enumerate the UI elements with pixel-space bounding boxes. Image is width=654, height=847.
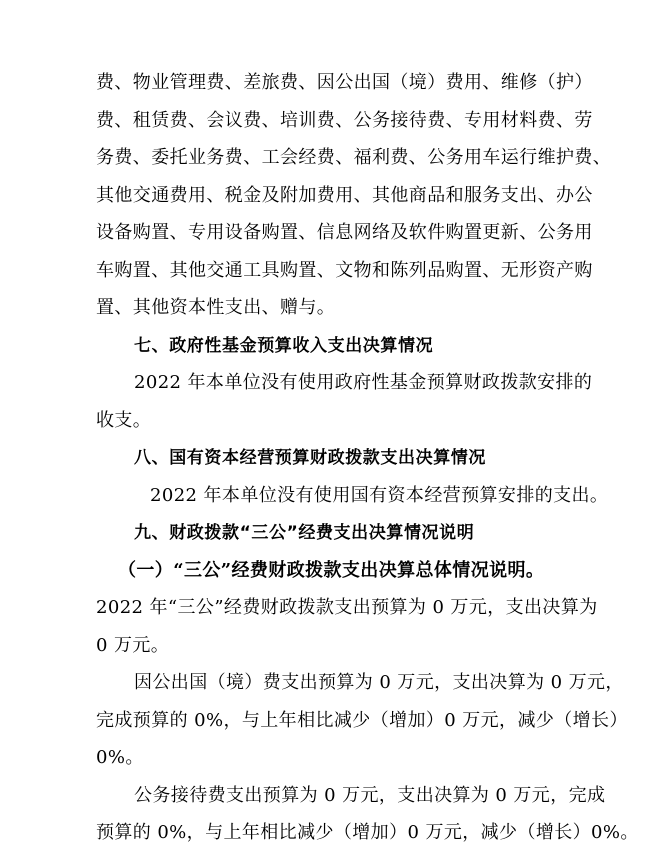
section-7-body-line: 收支。 — [96, 409, 152, 431]
section-9-heading: 九、财政拨款“三公”经费支出决算情况说明 — [134, 523, 475, 543]
reception-line: 公务接待费支出预算为 0 万元，支出决算为 0 万元，完成 — [134, 784, 606, 806]
travel-abroad-line: 完成预算的 0%，与上年相比减少（增加）0 万元，减少（增长） — [96, 709, 628, 731]
paragraph-line: 置、其他资本性支出、赠与。 — [96, 297, 336, 318]
paragraph-line: 费、物业管理费、差旅费、因公出国（境）费用、维修（护） — [96, 72, 593, 93]
section-9-sub-body-line: 0 万元。 — [96, 634, 170, 656]
reception-line: 预算的 0%，与上年相比减少（增加）0 万元，减少（增长）0%。 — [96, 822, 639, 843]
section-8-body: 2022 年本单位没有使用国有资本经营预算安排的支出。 — [150, 484, 609, 506]
travel-abroad-line: 0%。 — [96, 747, 144, 768]
section-9-sub-heading: （一）“三公”经费财政拨款支出决算总体情况说明。 — [118, 559, 545, 581]
section-9-sub-body-line: 2022 年“三公”经费财政拨款支出预算为 0 万元，支出决算为 — [96, 597, 598, 618]
paragraph-line: 车购置、其他交通工具购置、文物和陈列品购置、无形资产购 — [96, 259, 593, 281]
paragraph-line: 其他交通费用、税金及附加费用、其他商品和服务支出、办公 — [96, 184, 593, 206]
section-7-heading: 七、政府性基金预算收入支出决算情况 — [134, 335, 434, 356]
section-7-body-line: 2022 年本单位没有使用政府性基金预算财政拨款安排的 — [134, 372, 593, 393]
paragraph-line: 费、租赁费、会议费、培训费、公务接待费、专用材料费、劳 — [96, 109, 593, 131]
paragraph-line: 设备购置、专用设备购置、信息网络及软件购置更新、公务用 — [96, 222, 593, 243]
paragraph-line: 务费、委托业务费、工会经费、福利费、公务用车运行维护费、 — [96, 147, 612, 168]
travel-abroad-line: 因公出国（境）费支出预算为 0 万元，支出决算为 0 万元， — [134, 672, 624, 693]
section-8-heading: 八、国有资本经营预算财政拨款支出决算情况 — [134, 448, 486, 468]
